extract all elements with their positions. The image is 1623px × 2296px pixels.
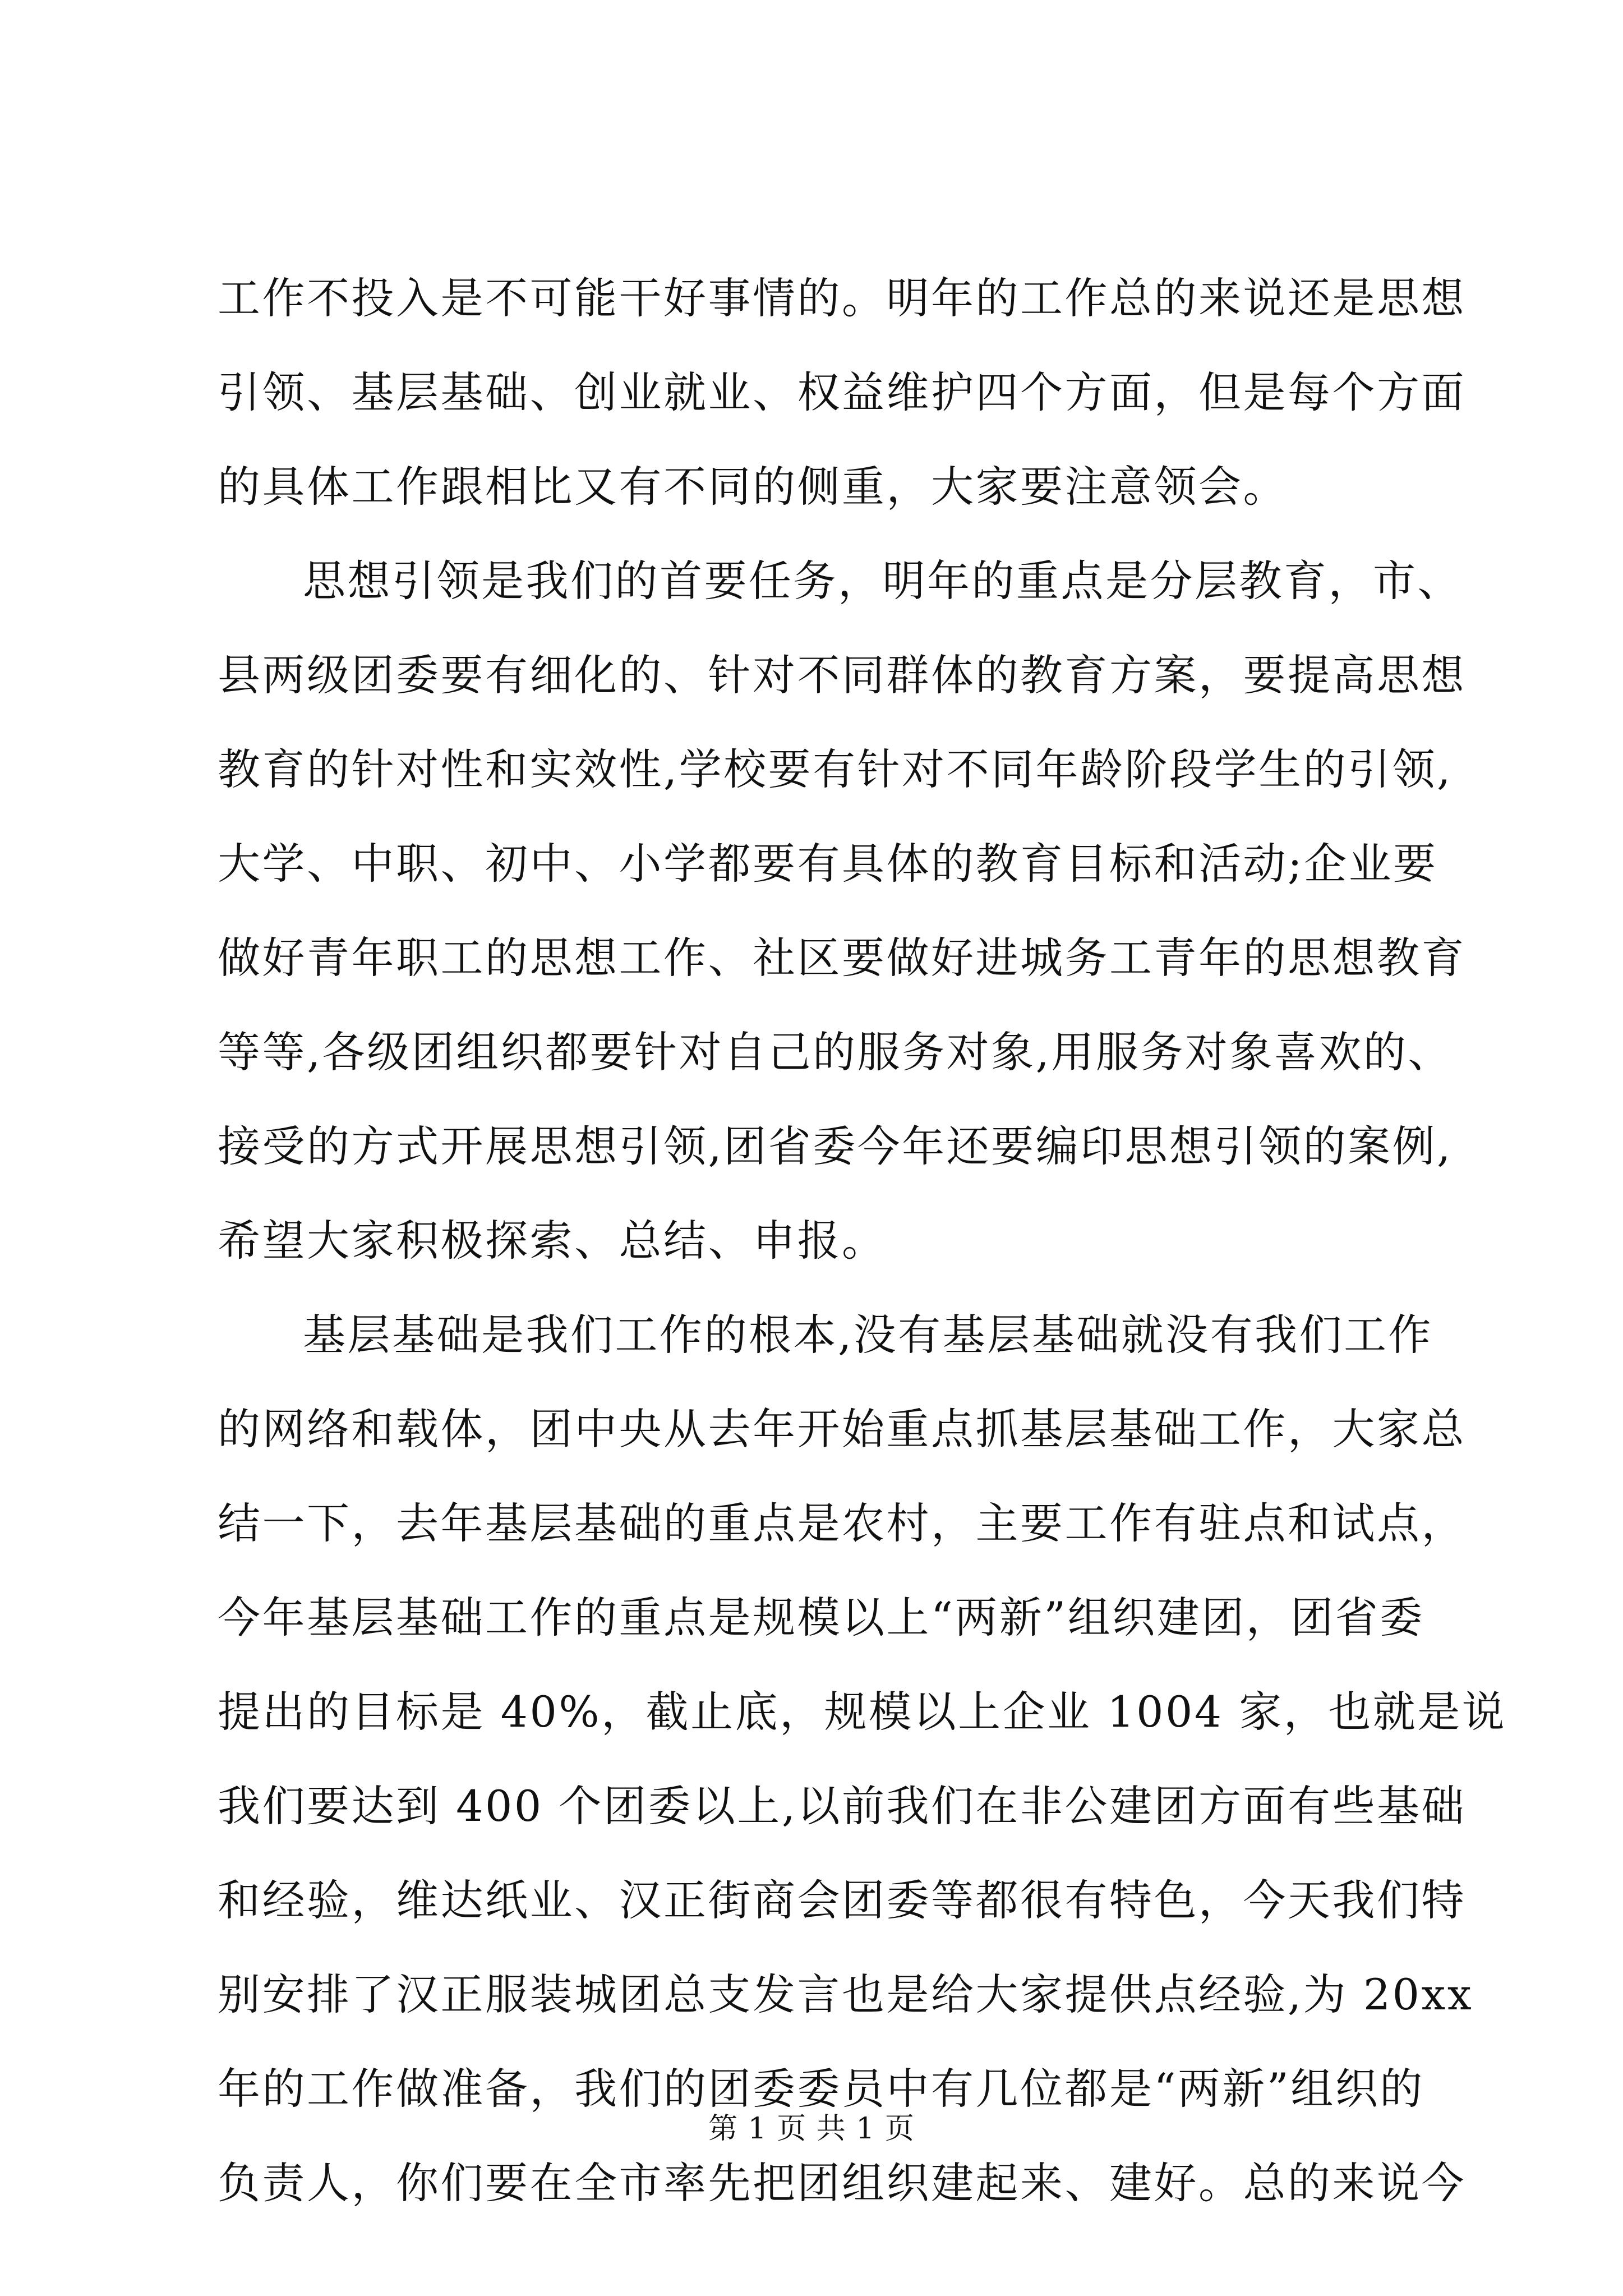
text-line: 教育的针对性和实效性,学校要有针对不同年龄阶段学生的引领, [218, 744, 1453, 794]
text-line: 引领、基层基础、创业就业、权益维护四个方面，但是每个方面 [218, 367, 1466, 417]
page-number-footer: 第 1 页 共 1 页 [708, 2112, 915, 2146]
paragraph-first-line: 基层基础是我们工作的根本,没有基层基础就没有我们工作 [303, 1310, 1433, 1360]
text-line: 别安排了汉正服装城团总支发言也是给大家提供点经验,为 20xx [218, 1970, 1474, 2019]
text-line: 负责人，你们要在全市率先把团组织建起来、建好。总的来说今 [218, 2158, 1466, 2208]
paragraph-first-line: 思想引领是我们的首要任务，明年的重点是分层教育，市、 [303, 556, 1462, 606]
text-line: 县两级团委要有细化的、针对不同群体的教育方案，要提高思想 [218, 650, 1466, 700]
text-line: 我们要达到 400 个团委以上,以前我们在非公建团方面有些基础 [218, 1781, 1467, 1831]
text-line: 今年基层基础工作的重点是规模以上“两新”组织建团，团省委 [218, 1593, 1424, 1642]
text-line: 结一下，去年基层基础的重点是农村，主要工作有驻点和试点， [218, 1498, 1466, 1548]
text-line: 提出的目标是 40%，截止底，规模以上企业 1004 家，也就是说 [218, 1687, 1507, 1737]
text-line: 的具体工作跟相比又有不同的侧重，大家要注意领会。 [218, 462, 1288, 512]
text-line: 大学、中职、初中、小学都要有具体的教育目标和活动;企业要 [218, 839, 1438, 889]
text-line: 年的工作做准备，我们的团委委员中有几位都是“两新”组织的 [218, 2064, 1424, 2114]
text-line: 做好青年职工的思想工作、社区要做好进城务工青年的思想教育 [218, 933, 1466, 983]
text-line: 等等,各级团组织都要针对自己的服务对象,用服务对象喜欢的、 [218, 1027, 1453, 1077]
text-line: 工作不投入是不可能干好事情的。明年的工作总的来说还是思想 [218, 273, 1466, 323]
text-line: 和经验，维达纸业、汉正街商会团委等都很有特色，今天我们特 [218, 1875, 1466, 1925]
text-line: 希望大家积极探索、总结、申报。 [218, 1216, 887, 1266]
text-line: 的网络和载体，团中央从去年开始重点抓基层基础工作，大家总 [218, 1404, 1466, 1454]
document-body [218, 251, 1507, 2230]
text-line: 接受的方式开展思想引领,团省委今年还要编印思想引领的案例, [218, 1121, 1453, 1171]
